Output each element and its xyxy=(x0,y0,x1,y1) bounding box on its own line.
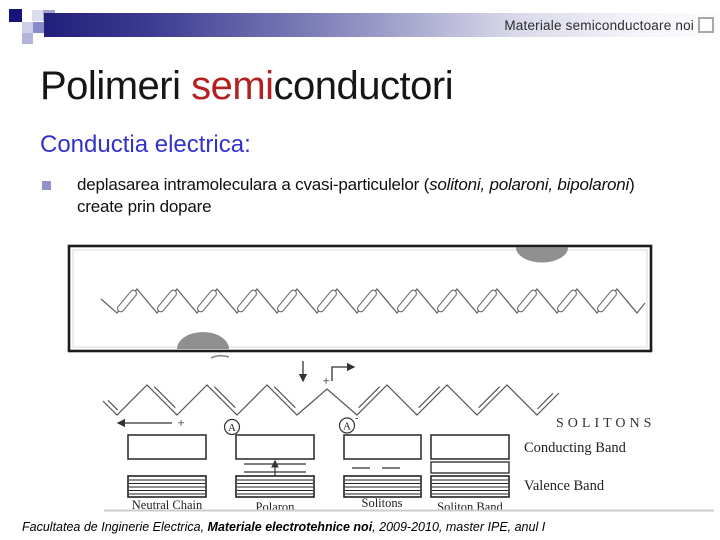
bullet-seg-italic: solitoni, polaroni, bipolaroni xyxy=(429,175,630,194)
band-diagram xyxy=(128,435,509,497)
title-prefix: Polimeri xyxy=(40,64,192,108)
footer-seg-1: Facultatea de Inginerie Electrica, xyxy=(22,520,208,534)
band-column-label-3: Solitons xyxy=(361,496,403,510)
bullet-seg-1: deplasarea intramoleculara a cvasi-particulelor ( xyxy=(77,175,430,194)
conducting-band-label: Conducting Band xyxy=(524,440,626,456)
circled-a-charged-label: A xyxy=(343,420,351,433)
plus-charge-left: + xyxy=(177,415,185,430)
title-suffix: conductori xyxy=(273,64,454,108)
solitons-label: SOLITONS xyxy=(556,416,656,431)
slide-subtitle: Conductia electrica: xyxy=(40,131,251,158)
hop-right-arrow-icon xyxy=(332,367,354,381)
charged-superscript: - xyxy=(355,413,359,424)
bullet-seg-3: ) create prin dopare xyxy=(77,175,635,216)
footer-text xyxy=(22,519,545,535)
plus-charge-defect: + xyxy=(322,373,330,388)
valence-band-label: Valence Band xyxy=(524,478,605,494)
band-column-label-4: Soliton Band xyxy=(437,500,503,514)
minus-annotation xyxy=(211,356,229,358)
figure-box xyxy=(69,246,651,351)
circled-a-neutral-label: A xyxy=(228,422,236,434)
footer-seg-3: , 2009-2010, master IPE, anul I xyxy=(372,520,546,534)
footer-seg-bold: Materiale electrotehnice noi xyxy=(207,520,373,534)
header-course-label: Materiale semiconductoare noi xyxy=(504,17,694,33)
band-column-label-2: Polaron xyxy=(255,500,295,514)
title-highlight: semi xyxy=(191,64,274,108)
band-column-label-1: Neutral Chain xyxy=(131,498,203,512)
lower-polymer-chain xyxy=(103,385,559,415)
